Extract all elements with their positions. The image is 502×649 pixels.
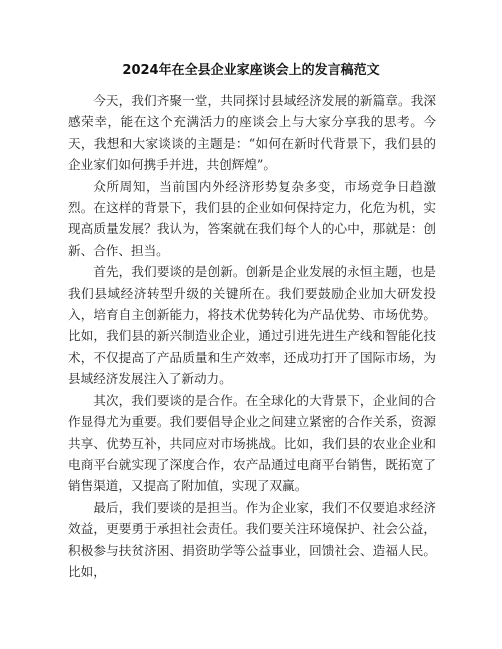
document-title: 2024年在全县企业家座谈会上的发言稿范文: [122, 63, 380, 78]
paragraph-5: 最后，我们要谈的是担当。作为企业家，我们不仅要追求经济效益，更要勇于承担社会责任。我们要关注环境保护、社会公益，积极参与扶贫济困、捐资助学等公益事业，回馈社会、造福人民。比如，: [68, 499, 436, 579]
paragraph-3: 首先，我们要谈的是创新。创新是企业发展的永恒主题，也是我们县域经济转型升级的关键所在。我们要鼓励企业加大研发投入，培育自主创新能力，将技术优势转化为产品优势、市场优势。比如，我们县的新兴制造业企业，通过引进先进生产线和智能化技术，不仅提高了产品质量和生产效率，还成功打开了国际市场，为县域经济发展注入了新动力。: [68, 264, 436, 387]
paragraph-2: 众所周知，当前国内外经济形势复杂多变，市场竞争日趋激烈。在这样的背景下，我们县的企业如何保持定力，化危为机，实现高质量发展？我认为，答案就在我们每个人的心中，那就是：创新、合作、担当。: [68, 178, 436, 258]
paragraph-4: 其次，我们要谈的是合作。在全球化的大背景下，企业间的合作显得尤为重要。我们要倡导企业之间建立紧密的合作关系，资源共享、优势互补，共同应对市场挑战。比如，我们县的农业企业和电商平台就实现了深度合作，农产品通过电商平台销售，既拓宽了销售渠道，又提高了附加值，实现了双赢。: [68, 392, 436, 494]
paragraph-1: 今天，我们齐聚一堂，共同探讨县域经济发展的新篇章。我深感荣幸，能在这个充满活力的座谈会上与大家分享我的思考。今天，我想和大家谈谈的主题是：“如何在新时代背景下，我们县的企业家们如何携手并进，共创辉煌”。: [68, 93, 436, 173]
document-body: [68, 90, 436, 582]
